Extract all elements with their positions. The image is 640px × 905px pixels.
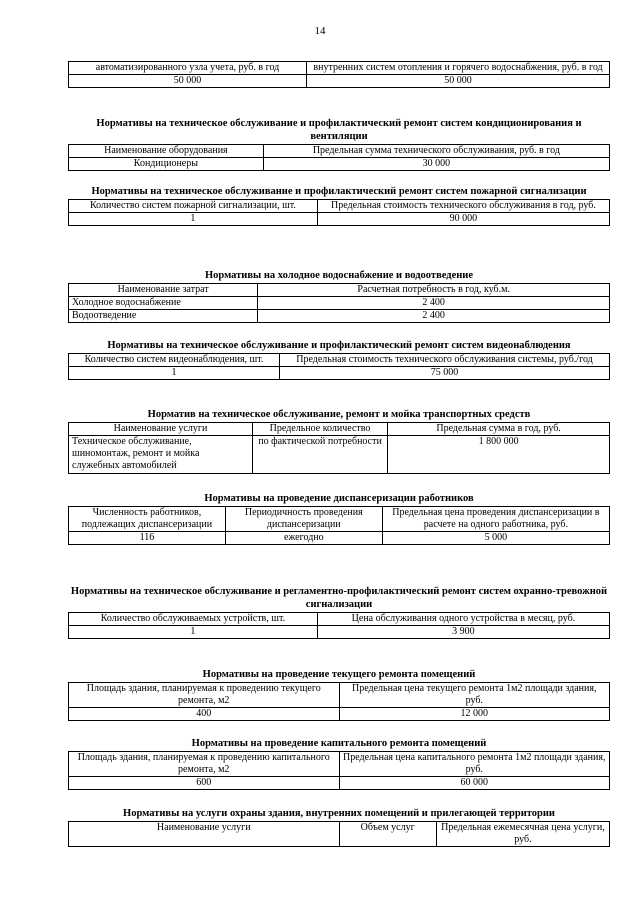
norms-table	[68, 199, 610, 226]
table-cell: 5 000	[382, 532, 609, 545]
column-header: Площадь здания, планируемая к проведению капитального ремонта, м2	[69, 751, 340, 776]
section-8	[68, 586, 610, 639]
table-cell: 50 000	[69, 75, 307, 88]
table-cell: 2 400	[258, 296, 610, 309]
table-header-row	[69, 422, 610, 435]
table-cell: 75 000	[279, 366, 609, 379]
section-2	[68, 118, 610, 171]
table-cell: Холодное водоснабжение	[69, 296, 258, 309]
section-title: Нормативы на техническое обслуживание и профилактический ремонт систем пожарной сигнализации	[91, 186, 587, 197]
section-title: Нормативы на проведение диспансеризации работников	[204, 493, 474, 504]
column-header: Предельное количество	[252, 422, 387, 435]
table-cell: 3 900	[317, 625, 609, 638]
section-6	[68, 409, 610, 474]
column-header: Наименование услуги	[69, 821, 340, 846]
section-title: Нормативы на холодное водоснабжение и водоотведение	[204, 270, 474, 281]
column-header: Предельная стоимость технического обслуживания в год, руб.	[317, 199, 609, 212]
norms-table	[68, 283, 610, 324]
table-row	[69, 708, 610, 721]
norms-table	[68, 751, 610, 791]
table-cell: 2 400	[258, 310, 610, 323]
table-cell: 50 000	[307, 75, 610, 88]
table-cell: Кондиционеры	[69, 157, 264, 170]
column-header: Наименование затрат	[69, 283, 258, 296]
table-cell: 1	[69, 625, 318, 638]
table-cell: 1 800 000	[388, 435, 610, 473]
section-4	[68, 270, 610, 323]
table-cell: 600	[69, 777, 340, 790]
column-header: Предельная стоимость технического обслуживания системы, руб./год	[279, 353, 609, 366]
table-header-row	[69, 62, 610, 75]
column-header: внутренних систем отопления и горячего водоснабжения, руб. в год	[307, 62, 610, 75]
column-header: Предельная цена капитального ремонта 1м2 площади здания, руб.	[339, 751, 610, 776]
norms-table	[68, 422, 610, 474]
table-row	[69, 435, 610, 473]
table-row	[69, 75, 610, 88]
column-header: Численность работников, подлежащих диспансеризации	[69, 506, 226, 531]
column-header: Количество обслуживаемых устройств, шт.	[69, 612, 318, 625]
table-header-row	[69, 751, 610, 776]
column-header: Наименование оборудования	[69, 144, 264, 157]
norms-table	[68, 353, 610, 380]
column-header: Количество систем видеонаблюдения, шт.	[69, 353, 280, 366]
section-title: Нормативы на проведение капитального ремонта помещений	[191, 738, 487, 749]
table-cell: Водоотведение	[69, 310, 258, 323]
norms-table	[68, 821, 610, 847]
table-row	[69, 366, 610, 379]
norms-table	[68, 61, 610, 88]
table-header-row	[69, 612, 610, 625]
table-cell: Техническое обслуживание, шиномонтаж, ремонт и мойка служебных автомобилей	[69, 435, 253, 473]
column-header: Предельная цена текущего ремонта 1м2 площади здания, руб.	[339, 682, 610, 707]
table-row	[69, 625, 610, 638]
column-header: Предельная сумма технического обслуживания, руб. в год	[263, 144, 609, 157]
column-header: Расчетная потребность в год, куб.м.	[258, 283, 610, 296]
norms-table	[68, 144, 610, 171]
table-row	[69, 212, 610, 225]
table-cell: ежегодно	[225, 532, 382, 545]
section-10	[68, 738, 610, 790]
section-title: Нормативы на техническое обслуживание и регламентно-профилактический ремонт систем охранно-тревожной сигнализации	[70, 586, 608, 610]
table-cell: 12 000	[339, 708, 610, 721]
table-cell: 400	[69, 708, 340, 721]
column-header: Цена обслуживания одного устройства в месяц, руб.	[317, 612, 609, 625]
table-cell: 30 000	[263, 157, 609, 170]
column-header: Объем услуг	[339, 821, 436, 846]
column-header: Периодичность проведения диспансеризации	[225, 506, 382, 531]
table-cell: 1	[69, 212, 318, 225]
page-number: 14	[314, 25, 326, 37]
table-header-row	[69, 353, 610, 366]
section-1	[68, 61, 610, 88]
section-title: Нормативы на услуги охраны здания, внутренних помещений и прилегающей территории	[123, 808, 555, 819]
table-header-row	[69, 199, 610, 212]
section-title: Нормативы на техническое обслуживание и профилактический ремонт систем кондиционирования и вентиляции	[96, 118, 582, 142]
table-header-row	[69, 821, 610, 846]
norms-table	[68, 612, 610, 639]
table-cell: 60 000	[339, 777, 610, 790]
norms-table	[68, 682, 610, 722]
table-cell: по фактической потребности	[252, 435, 387, 473]
column-header: Наименование услуги	[69, 422, 253, 435]
table-row	[69, 532, 610, 545]
column-header: Предельная сумма в год, руб.	[388, 422, 610, 435]
column-header: Количество систем пожарной сигнализации, шт.	[69, 199, 318, 212]
table-header-row	[69, 144, 610, 157]
section-title: Нормативы на проведение текущего ремонта помещений	[202, 669, 476, 680]
norms-table	[68, 506, 610, 546]
column-header: Площадь здания, планируемая к проведению текущего ремонта, м2	[69, 682, 340, 707]
table-row	[69, 310, 610, 323]
table-cell: 116	[69, 532, 226, 545]
table-row	[69, 296, 610, 309]
table-header-row	[69, 283, 610, 296]
section-3	[68, 186, 610, 226]
table-header-row	[69, 506, 610, 531]
table-cell: 1	[69, 366, 280, 379]
table-row	[69, 777, 610, 790]
section-5	[68, 340, 610, 380]
section-title: Нормативы на техническое обслуживание и профилактический ремонт систем видеонаблюдения	[107, 340, 571, 351]
section-7	[68, 493, 610, 545]
section-title: Норматив на техническое обслуживание, ремонт и мойка транспортных средств	[147, 409, 531, 420]
table-row	[69, 157, 610, 170]
table-header-row	[69, 682, 610, 707]
column-header: Предельная ежемесячная цена услуги, руб.	[436, 821, 609, 846]
column-header: автоматизированного узла учета, руб. в год	[69, 62, 307, 75]
section-9	[68, 669, 610, 721]
section-11	[68, 808, 610, 847]
column-header: Предельная цена проведения диспансеризации в расчете на одного работника, руб.	[382, 506, 609, 531]
table-cell: 90 000	[317, 212, 609, 225]
